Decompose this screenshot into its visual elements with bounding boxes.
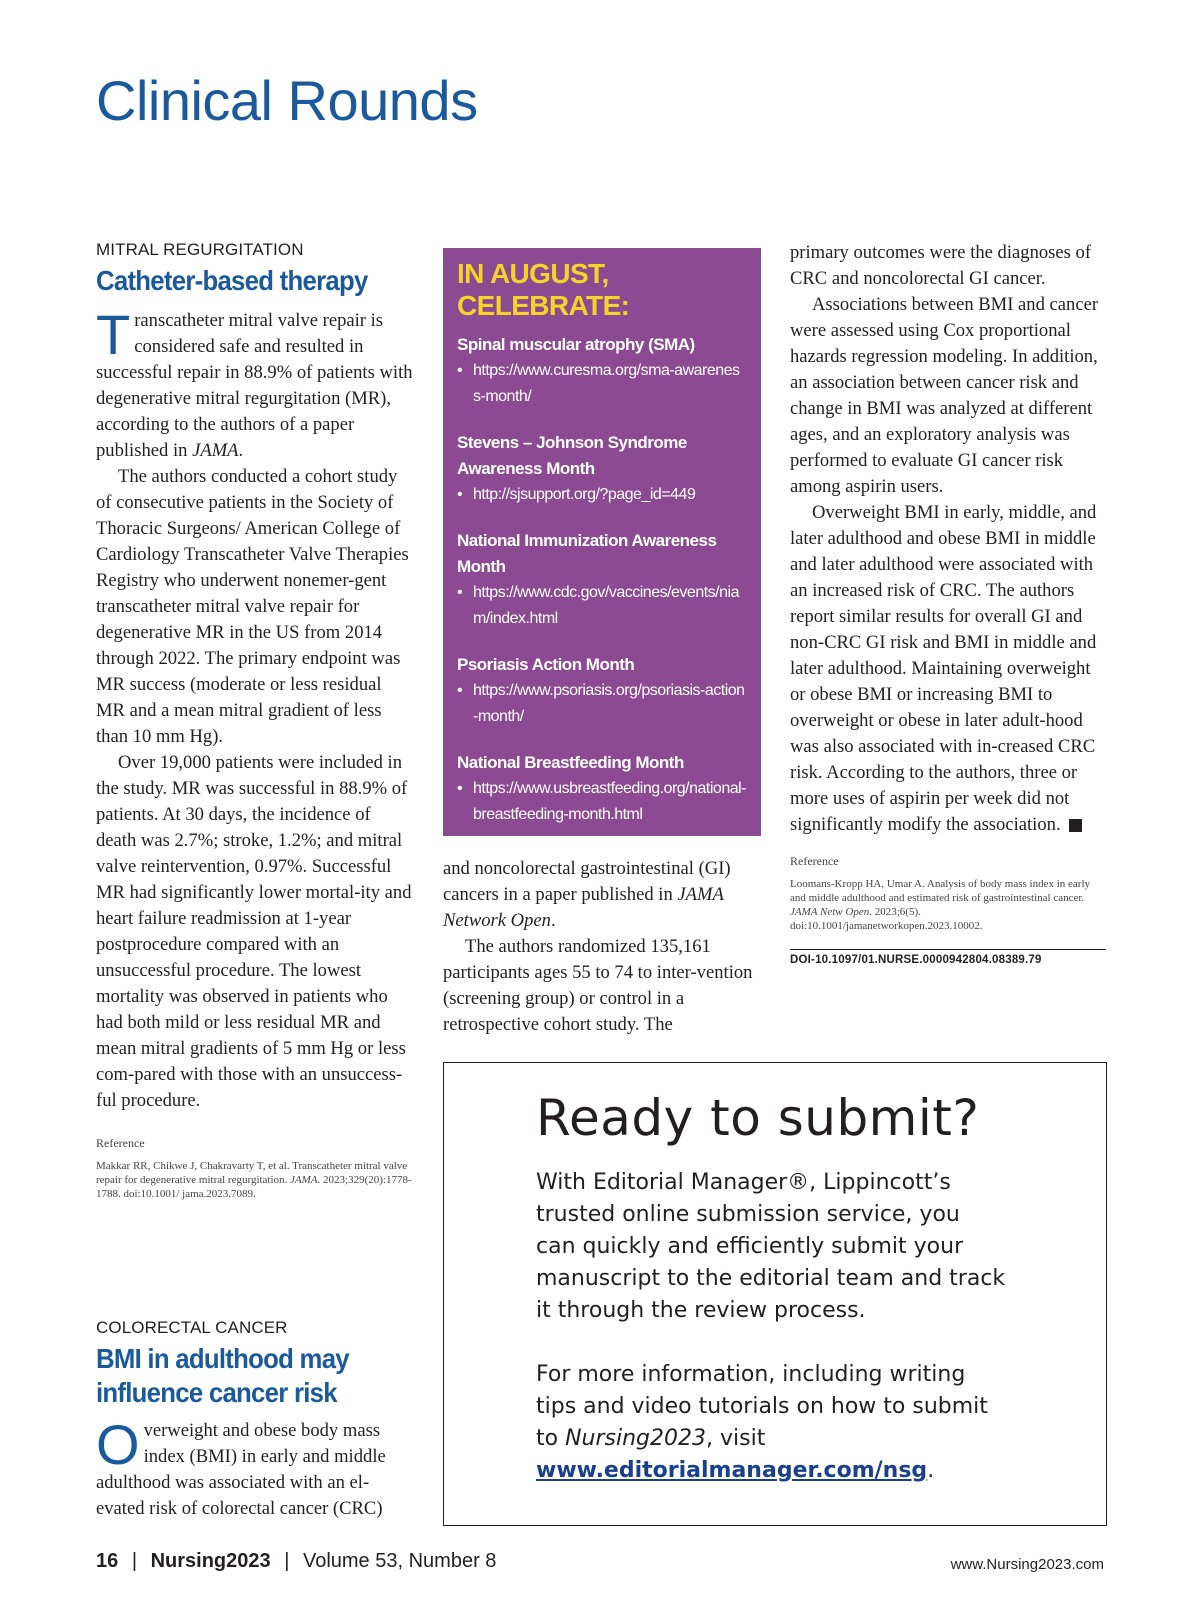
article-paragraph: Transcatheter mitral valve repair is considered safe and resulted in successful repair in 88.9% of patients with degenerative mitral regurgitation (MR), according to the authors of a paper published in JAMA. — [96, 303, 413, 461]
bullet-icon: • — [457, 584, 463, 601]
promo-item-name: National Breastfeeding Month — [457, 753, 684, 772]
bullet-icon: • — [457, 486, 463, 503]
drop-cap: O — [96, 1413, 140, 1476]
promo-item — [457, 652, 747, 730]
promo-list — [457, 332, 747, 828]
page-number: 16 — [96, 1550, 119, 1572]
reference-label: Reference — [790, 854, 839, 868]
article-colorectal-continued — [443, 856, 761, 1038]
bullet-icon: • — [457, 362, 463, 379]
article-paragraph: primary outcomes were the diagnoses of CRC and noncolorectal GI cancer. — [790, 242, 1092, 289]
article-headline: Catheter-based therapy — [96, 265, 368, 296]
footer-website[interactable]: www.Nursing2023.com — [950, 1556, 1104, 1573]
article-paragraph: The authors randomized 135,161 participants ages 55 to 74 to inter-vention (screening group) or control in a retrospective cohort study. The — [443, 936, 753, 1035]
page-title: Clinical Rounds — [96, 69, 478, 132]
promo-item-name: National Immunization Awareness Month — [457, 531, 717, 576]
editorial-manager-link[interactable]: www.editorialmanager.com/nsg — [536, 1458, 928, 1483]
promo-title: IN AUGUST, CELEBRATE: — [457, 258, 630, 321]
promo-item — [457, 430, 747, 508]
article-headline: BMI in adulthood may influence cancer risk — [96, 1343, 349, 1408]
footer-separator: | — [284, 1550, 290, 1572]
article-paragraph: Overweight and obese body mass index (BMI) in early and middle adulthood was associated with an el-evated risk of colorectal cancer (CRC) — [96, 1413, 386, 1519]
article-paragraph: Associations between BMI and cancer were assessed using Cox proportional hazards regression modeling. In addition, an association between cancer risk and change in BMI was analyzed at different ages, and an exploratory analysis was performed to evaluate GI cancer risk among aspirin users. — [790, 294, 1099, 497]
promo-item-link[interactable]: • https://www.psoriasis.org/psoriasis-action-month/ — [457, 678, 747, 730]
promo-item — [457, 528, 747, 632]
article-paragraph: Over 19,000 patients were included in the study. MR was successful in 88.9% of patients. At 30 days, the incidence of death was 2.7%; stroke, 1.2%; and mitral valve reintervention, 0.97%. Successful MR had significantly lower mortal-ity and heart failure readmission at 1-year postprocedure compared with an unsuccessful procedure. The lowest mortality was observed in patients who had both mild or less residual MR and mean mitral gradients of 5 mm Hg or less com-pared with those with an unsuccess-ful procedure. — [96, 752, 412, 1111]
promo-item-link[interactable]: • http://sjsupport.org/?page_id=449 — [457, 482, 747, 508]
bullet-icon: • — [457, 780, 463, 797]
footer-issue: Volume 53, Number 8 — [302, 1550, 497, 1572]
doi: DOI-10.1097/01.NURSE.0000942804.08389.79 — [790, 949, 1106, 966]
reference-text: Loomans-Kropp HA, Umar A. Analysis of body mass index in early and middle adulthood and estimated risk of gastrointestinal cancer. JAMA Netw Open. 2023;6(5). doi:10.1001/jamanetworkopen.2023.10002. — [790, 878, 1091, 932]
ad-paragraph: With Editorial Manager®, Lippincott’s trusted online submission service, you can quickly and efficiently submit your manuscript to the editorial team and track it through the review process. — [536, 1170, 1006, 1323]
promo-item — [457, 332, 747, 410]
drop-cap: T — [96, 303, 131, 366]
end-mark-icon — [1069, 819, 1082, 832]
promo-item-link[interactable]: • https://www.cdc.gov/vaccines/events/niam/index.html — [457, 580, 747, 632]
submission-ad — [443, 1062, 1107, 1526]
article-colorectal-end — [790, 240, 1106, 966]
promo-item-link[interactable]: • https://www.usbreastfeeding.org/national-breastfeeding-month.html — [457, 776, 747, 828]
promo-item — [457, 750, 747, 828]
footer-left — [96, 1550, 496, 1573]
ad-paragraph: For more information, including writing tips and video tutorials on how to submit to Nursing2023, visit www.editorialmanager.com/nsg. — [536, 1362, 988, 1483]
ad-title: Ready to submit? — [536, 1089, 980, 1147]
promo-item-link[interactable]: • https://www.curesma.org/sma-awareness-month/ — [457, 358, 747, 410]
promo-item-name: Spinal muscular atrophy (SMA) — [457, 335, 695, 354]
article-kicker: MITRAL REGURGITATION — [96, 240, 304, 259]
article-kicker: COLORECTAL CANCER — [96, 1318, 288, 1337]
article-mitral — [96, 240, 414, 1201]
bullet-icon: • — [457, 682, 463, 699]
footer-journal: Nursing2023 — [150, 1550, 271, 1572]
august-celebrate-box — [443, 248, 761, 836]
promo-item-name: Stevens – Johnson Syndrome Awareness Month — [457, 433, 687, 478]
article-paragraph: The authors conducted a cohort study of consecutive patients in the Society of Thoracic Surgeons/ American College of Cardiology Transcatheter Valve Therapies Registry who underwent nonemer-gent transcatheter mitral valve repair for degenerative MR in the US from 2014 through 2022. The primary endpoint was MR success (moderate or less residual MR and a mean mitral gradient of less than 10 mm Hg). — [96, 466, 409, 747]
article-paragraph: and noncolorectal gastrointestinal (GI) cancers in a paper published in JAMA Network Open. — [443, 858, 731, 931]
article-paragraph: Overweight BMI in early, middle, and later adulthood and obese BMI in middle and later adulthood were associated with an increased risk of CRC. The authors report similar results for overall GI and non-CRC GI risk and BMI in middle and later adulthood. Maintaining overweight or obese BMI or increasing BMI to overweight or obese in later adult-hood was also associated with in-creased CRC risk. According to the authors, three or more uses of aspirin per week did not significantly modify the association. — [790, 502, 1097, 835]
article-colorectal-start — [96, 1318, 414, 1522]
reference-label: Reference — [96, 1136, 145, 1150]
reference-text: Makkar RR, Chikwe J, Chakravarty T, et al. Transcatheter mitral valve repair for degenerative mitral regurgitation. JAMA. 2023;329(20):1778-1788. doi:10.1001/ jama.2023.7089. — [96, 1160, 412, 1200]
footer-separator: | — [131, 1550, 138, 1572]
promo-item-name: Psoriasis Action Month — [457, 655, 635, 674]
